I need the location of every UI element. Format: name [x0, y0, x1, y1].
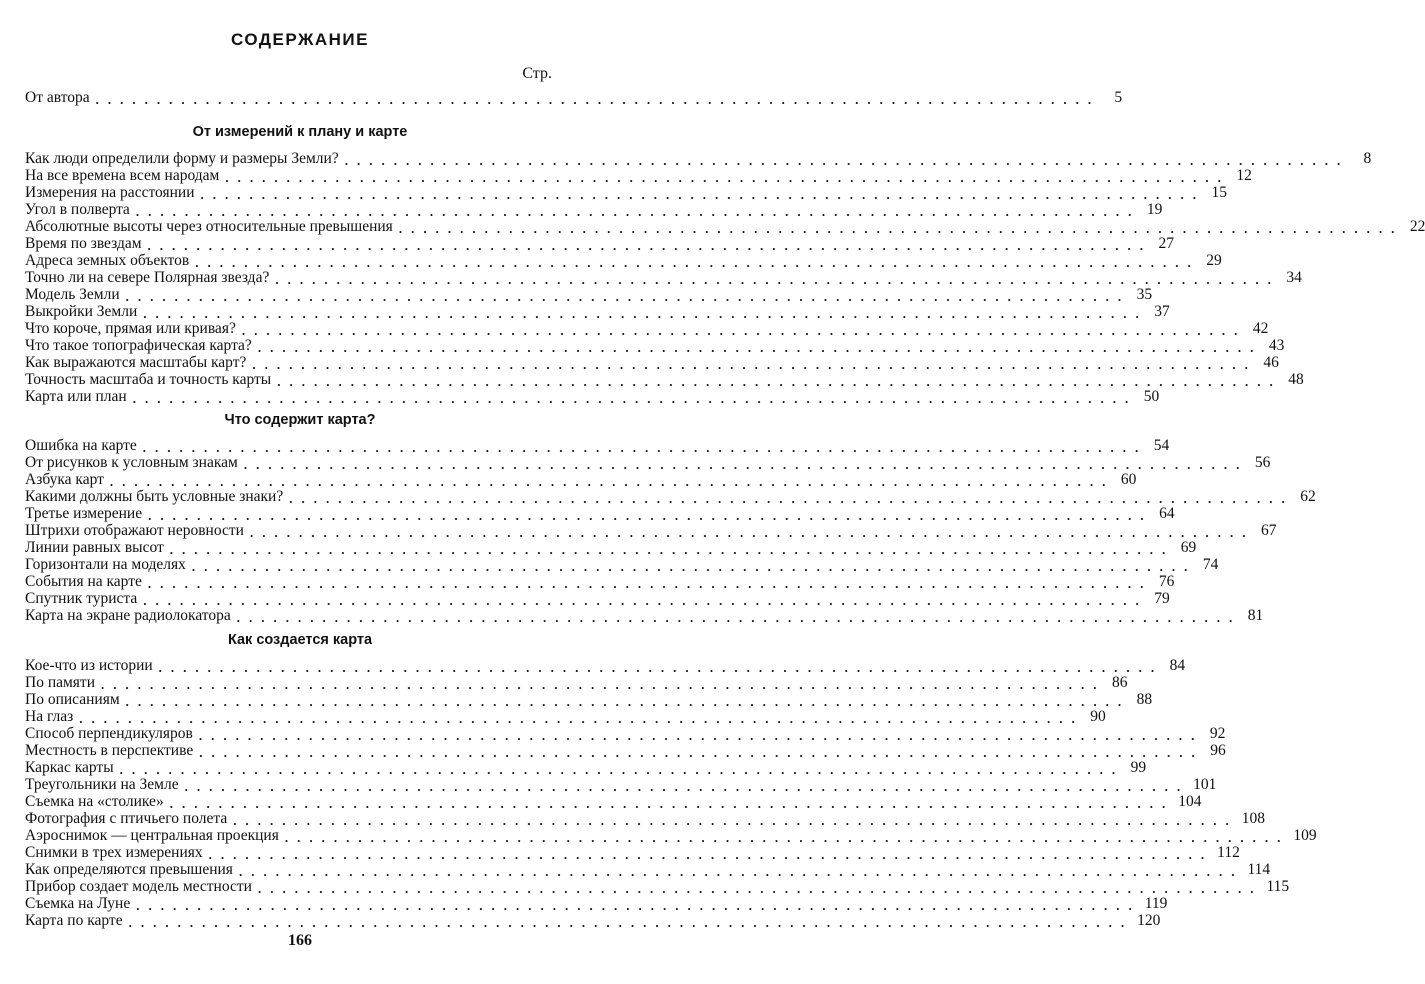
toc-entry-page: 114 [1247, 861, 1271, 878]
toc-entry-title: От рисунков к условным знакам [25, 454, 238, 471]
leader-dots: .................................................................................. [143, 306, 1148, 321]
leader-dots: .................................................................................. [238, 864, 1244, 879]
leader-dots: .................................................................................. [119, 762, 1125, 777]
section-heading: От измерений к плану и карте [192, 124, 408, 140]
toc-entry-title: Абсолютные высоты через относительные превышения [25, 218, 393, 235]
toc-entry-page: 108 [1241, 810, 1265, 827]
toc-entry-page: 69 [1180, 539, 1197, 556]
toc-entry-page: 64 [1159, 505, 1175, 522]
leader-dots: .................................................................................. [169, 542, 1175, 557]
toc-entry [25, 488, 1316, 506]
toc-entry-page: 86 [1112, 674, 1128, 691]
leader-dots: .................................................................................. [289, 491, 1294, 506]
toc-entry-page: 43 [1268, 337, 1285, 354]
toc-entry-page: 62 [1300, 488, 1316, 505]
leader-dots: .................................................................................. [147, 576, 1153, 591]
toc-entry-title: Точность масштаба и точность карты [25, 371, 272, 388]
toc-entry [25, 252, 1222, 270]
toc-entry-page: 48 [1288, 371, 1304, 388]
toc-entry [25, 235, 1175, 253]
toc-entry-title: Как люди определили форму и размеры Земли? [25, 150, 339, 167]
toc-entry [25, 522, 1277, 540]
toc-entry [25, 471, 1137, 489]
toc-entry-title: По памяти [25, 674, 95, 691]
toc-entry-title: Прибор создает модель местности [25, 878, 252, 895]
toc-entry [25, 759, 1147, 777]
toc-entry-title: Что короче, прямая или кривая? [25, 320, 236, 337]
toc-entry-page: 37 [1154, 303, 1170, 320]
leader-dots: .................................................................................. [225, 170, 1230, 185]
toc-entry [25, 337, 1285, 355]
toc-entry-page: 35 [1136, 286, 1153, 303]
toc-entry-title: Модель Земли [25, 286, 120, 303]
toc-entry [25, 437, 1170, 455]
toc-entry [25, 895, 1168, 913]
toc-entry-title: Каркас карты [25, 759, 114, 776]
page-column-header: Стр. [522, 65, 552, 82]
toc-entry-page: 84 [1169, 657, 1186, 674]
leader-dots: .................................................................................. [252, 357, 1257, 372]
toc-entry [25, 371, 1304, 389]
toc-entry-title: На глаз [25, 708, 74, 725]
leader-dots: .................................................................................. [344, 153, 1350, 168]
toc-entry-title: Что такое топографическая карта? [25, 337, 252, 354]
toc-entry [25, 505, 1175, 523]
toc-entry-title: Третье измерение [25, 505, 143, 522]
toc-entry-page: 60 [1120, 471, 1137, 488]
leader-dots: .................................................................................. [143, 593, 1148, 608]
leader-dots: .................................................................................. [257, 340, 1263, 355]
toc-entry-title: Фотография с птичьего полета [25, 810, 228, 827]
toc-entry-page: 67 [1260, 522, 1277, 539]
toc-entry-title: Выкройки Земли [25, 303, 138, 320]
toc-entry-title: Карта на экране радиолокатора [25, 607, 231, 624]
toc-entry-page: 56 [1254, 454, 1271, 471]
toc-entry-page: 15 [1211, 184, 1227, 201]
toc-entry-title: Аэроснимок — центральная проекция [25, 827, 279, 844]
leader-dots: .................................................................................. [95, 92, 1101, 107]
toc-entry-title: События на карте [25, 573, 142, 590]
toc-entry-title: Карта по карте [25, 912, 123, 929]
leader-dots: .................................................................................. [208, 847, 1214, 862]
toc-entry-title: Угол в полвертa [25, 201, 130, 218]
toc-entry-title: На все времена всем народам [25, 167, 220, 184]
toc-entry-title: Треугольники на Земле [25, 776, 179, 793]
toc-entry [25, 286, 1153, 304]
leader-dots: .................................................................................. [79, 711, 1084, 726]
leader-dots: .................................................................................. [125, 694, 1131, 709]
toc-entry-page: 90 [1090, 708, 1106, 725]
toc-entry [25, 539, 1197, 557]
toc-entry-page: 101 [1193, 776, 1217, 793]
toc-entry [25, 691, 1153, 709]
leader-dots: .................................................................................. [243, 457, 1249, 472]
toc-entry [25, 454, 1271, 472]
toc-entry [25, 269, 1302, 287]
toc-entry [25, 742, 1226, 760]
toc-entry-title: Съемка на «столике» [25, 793, 164, 810]
toc-entry-page: 109 [1293, 827, 1317, 844]
leader-dots: .................................................................................. [195, 255, 1200, 270]
toc-entry [25, 657, 1186, 675]
toc-entry-title: Азбука карт [25, 471, 104, 488]
toc-entry-title: Линии равных высот [25, 539, 164, 556]
leader-dots: .................................................................................. [136, 898, 1141, 913]
toc-entry-title: Съемка на Луне [25, 895, 131, 912]
toc-entry-page: 112 [1217, 844, 1240, 861]
toc-entry-page: 104 [1178, 793, 1202, 810]
toc-entry [25, 674, 1128, 692]
leader-dots: .................................................................................. [275, 272, 1280, 287]
toc-entry [25, 810, 1265, 828]
toc-entry [25, 861, 1271, 879]
toc-entry [25, 150, 1372, 168]
leader-dots: .................................................................................. [191, 559, 1197, 574]
toc-entry-page: 50 [1143, 388, 1160, 405]
toc-entry [25, 354, 1279, 372]
toc-entry-title: Точно ли на севере Полярная звезда? [25, 269, 270, 286]
toc-entry [25, 218, 1425, 236]
toc-entry-title: Способ перпендикуляров [25, 725, 193, 742]
leader-dots: .................................................................................. [147, 238, 1153, 253]
toc-entry-page: 5 [1114, 89, 1123, 106]
toc-entry-page: 99 [1130, 759, 1147, 776]
section-heading: Что содержит карта? [224, 412, 376, 428]
toc-entry-page: 120 [1137, 912, 1161, 929]
toc-entry-title: Местность в перспективе [25, 742, 194, 759]
toc-entry-page: 19 [1146, 201, 1163, 218]
toc-entry-title: Как выражаются масштабы карт? [25, 354, 247, 371]
toc-entry-page: 79 [1154, 590, 1170, 607]
leader-dots: .................................................................................. [233, 813, 1238, 828]
leader-dots: .................................................................................. [236, 610, 1242, 625]
toc-entry [25, 912, 1161, 930]
toc-entry-page: 96 [1210, 742, 1226, 759]
toc-entry-page: 54 [1153, 437, 1170, 454]
toc-entry-title: Адреса земных объектов [25, 252, 190, 269]
toc-entry [25, 776, 1217, 794]
page-number: 166 [288, 932, 312, 949]
toc-entry-page: 88 [1136, 691, 1153, 708]
toc-entry-page: 27 [1158, 235, 1175, 252]
leader-dots: .................................................................................. [249, 525, 1255, 540]
toc-entry [25, 844, 1240, 862]
leader-dots: .................................................................................. [184, 779, 1190, 794]
toc-entry-page: 46 [1263, 354, 1279, 371]
leader-dots: .................................................................................. [128, 915, 1134, 930]
section-heading: Как создается карта [227, 632, 373, 648]
leader-dots: .................................................................................. [135, 204, 1141, 219]
leader-dots: .................................................................................. [132, 391, 1138, 406]
toc-entry [25, 590, 1170, 608]
toc-entry-page: 81 [1247, 607, 1264, 624]
toc-entry [25, 793, 1202, 811]
toc-entry [25, 303, 1170, 321]
leader-dots: .................................................................................. [148, 508, 1153, 523]
leader-dots: .................................................................................. [257, 881, 1263, 896]
toc-entry-title: Штрихи отображают неровности [25, 522, 244, 539]
toc-entry [25, 556, 1219, 574]
leader-dots: .................................................................................. [158, 660, 1164, 675]
leader-dots: .................................................................................. [241, 323, 1247, 338]
leader-dots: .................................................................................. [200, 187, 1205, 202]
toc-entry [25, 827, 1317, 845]
toc-entry-page: 8 [1363, 150, 1372, 167]
toc-entry [25, 607, 1264, 625]
toc-entry [25, 184, 1227, 202]
toc-entry-title: От автора [25, 89, 90, 106]
leader-dots: .................................................................................. [398, 221, 1404, 236]
toc-entry-title: Какими должны быть условные знаки? [25, 488, 284, 505]
toc-entry-page: 74 [1202, 556, 1219, 573]
page-title: СОДЕРЖАНИЕ [231, 30, 369, 49]
leader-dots: .................................................................................. [284, 830, 1290, 845]
toc-entry-page: 12 [1236, 167, 1252, 184]
toc-entry [25, 201, 1163, 219]
leader-dots: .................................................................................. [169, 796, 1175, 811]
toc-entry-title: Как определяются превышения [25, 861, 233, 878]
toc-entry-title: Горизонтали на моделях [25, 556, 186, 573]
leader-dots: .................................................................................. [277, 374, 1282, 389]
toc-entry-title: Кое-что из истории [25, 657, 153, 674]
toc-entry-title: Карта или план [25, 388, 127, 405]
toc-entry-title: По описаниям [25, 691, 120, 708]
toc-entry-title: Спутник туриста [25, 590, 138, 607]
toc-entry [25, 320, 1269, 338]
toc-entry-title: Снимки в трех измерениях [25, 844, 203, 861]
toc-entry-page: 76 [1158, 573, 1175, 590]
toc-entry-page: 92 [1209, 725, 1226, 742]
toc-entry-title: Время по звездам [25, 235, 142, 252]
leader-dots: .................................................................................. [101, 677, 1106, 692]
toc-entry [25, 573, 1175, 591]
toc-entry-title: Ошибка на карте [25, 437, 137, 454]
toc-entry-intro [25, 89, 1123, 107]
toc-entry-page: 22 [1409, 218, 1425, 235]
toc-entry [25, 388, 1160, 406]
leader-dots: .................................................................................. [199, 745, 1204, 760]
toc-entry [25, 878, 1290, 896]
toc-entry-page: 119 [1144, 895, 1168, 912]
toc-entry-page: 115 [1266, 878, 1290, 895]
toc-entry-page: 34 [1286, 269, 1302, 286]
toc-entry-title: Измерения на расстоянии [25, 184, 195, 201]
leader-dots: .................................................................................. [125, 289, 1131, 304]
leader-dots: .................................................................................. [109, 474, 1115, 489]
toc-entry [25, 725, 1226, 743]
toc-entry [25, 167, 1252, 185]
leader-dots: .................................................................................. [142, 440, 1148, 455]
toc-entry-page: 29 [1206, 252, 1222, 269]
toc-entry-page: 42 [1252, 320, 1269, 337]
toc-entry [25, 708, 1106, 726]
leader-dots: .................................................................................. [198, 728, 1204, 743]
